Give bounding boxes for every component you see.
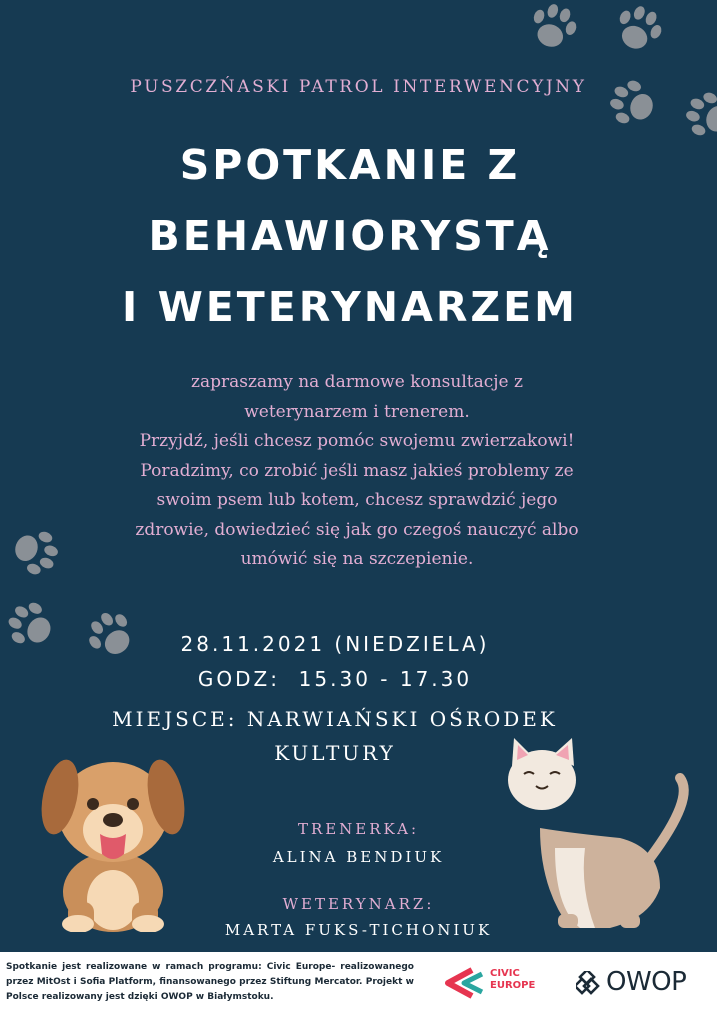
civic-europe-logo (442, 964, 552, 1002)
civic-logo-line: EUROPE (490, 980, 536, 991)
place-line: KULTURY (274, 741, 396, 765)
footer-funding-text: Spotkanie jest realizowane w ramach programu: Civic Europe- realizowanego przez MitOst i Sofia Platform, finansowanego przez Stiftung Mercator. Projekt w Polsce realizowany jest dzięki OWOP w Białymstoku. (6, 962, 414, 1002)
description-line: zapraszamy na darmowe konsultacje z (191, 372, 523, 392)
description-line: swoim psem lub kotem, chcesz sprawdzić jego (156, 490, 558, 510)
description-line: Poradzimy, co zrobić jeśli masz jakieś problemy ze (140, 460, 574, 481)
title-line: I WETERYNARZEM (122, 283, 578, 331)
place-line: MIEJSCE: NARWIAŃSKI OŚRODEK (112, 707, 558, 731)
footer (0, 952, 717, 1014)
paw-print-icon (608, 2, 668, 57)
owop-logo (576, 966, 706, 1000)
event-title (40, 130, 660, 343)
description-line: Przyjdź, jeśli chcesz pomóc swojemu zwierzakowi! (139, 431, 575, 451)
description-line: weterynarzem i trenerem. (244, 401, 470, 422)
description-line: umówić się na szczepienie. (240, 549, 474, 569)
event-time: GODZ: 15.30 - 17.30 (197, 667, 473, 691)
civic-logo-line: CIVIC (490, 968, 520, 979)
description-line: zdrowie, dowiedzieć się jak go czegoś nauczyć albo (135, 519, 579, 540)
paw-print-icon (523, 0, 583, 55)
trainer-role: TRENERKA: (297, 820, 420, 838)
title-line: BEHAWIORYSTĄ (148, 212, 552, 260)
organizer-subtitle: PUSZCZŃASKI PATROL INTERWENCYJNY (130, 77, 587, 97)
owop-logo-text: OWOP (606, 967, 687, 997)
event-date: 28.11.2021 (NIEDZIELA) (180, 632, 490, 656)
title-line: SPOTKANIE Z (179, 141, 521, 189)
vet-role: WETERYNARZ: (282, 895, 435, 913)
vet-name: MARTA FUKS-TICHONIUK (224, 921, 493, 939)
event-description (40, 368, 674, 575)
trainer-name: ALINA BENDIUK (272, 848, 445, 866)
